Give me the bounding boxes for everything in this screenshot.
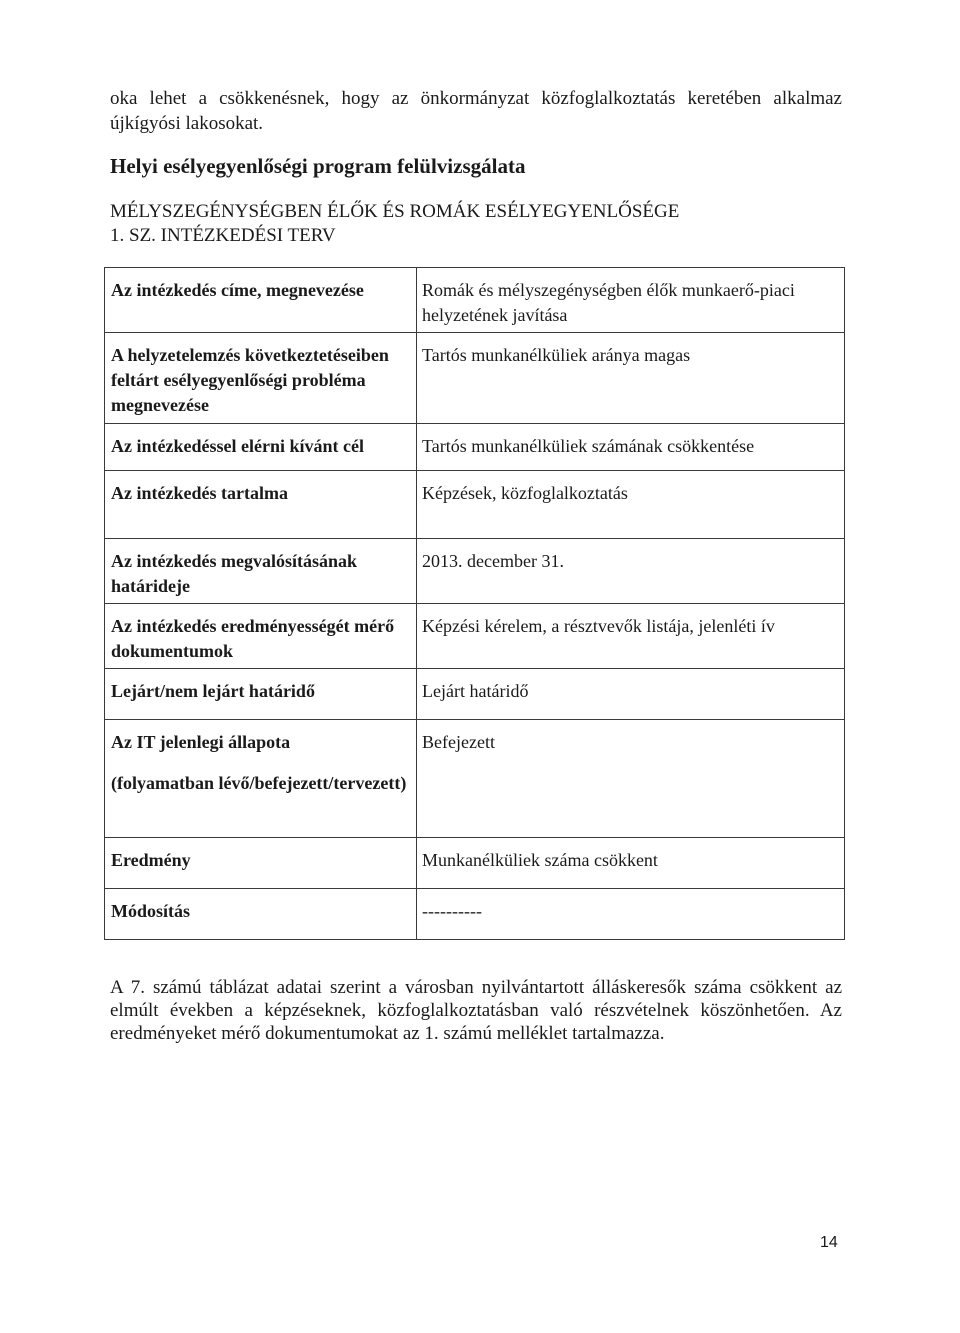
- table-row: [105, 539, 845, 604]
- row-value-modification: ----------: [417, 889, 845, 940]
- row-value-content: Képzések, közfoglalkoztatás: [417, 471, 845, 539]
- table-row: [105, 720, 845, 838]
- row-label-result: Eredmény: [105, 838, 417, 889]
- status-label-main: Az IT jelenlegi állapota: [111, 732, 291, 752]
- status-label-options: (folyamatban lévő/befejezett/tervezett): [111, 773, 407, 793]
- intro-paragraph: oka lehet a csökkenésnek, hogy az önkormányzat közfoglalkoztatás keretében alkalmaz újkígyósi lakosokat.: [110, 88, 842, 134]
- table-row: [105, 889, 845, 940]
- row-label-problem: A helyzetelemzés következtetéseiben feltárt esélyegyenlőségi probléma megnevezése: [105, 333, 417, 424]
- table-row: [105, 669, 845, 720]
- outro-paragraph: A 7. számú táblázat adatai szerint a városban nyilvántartott álláskeresők száma csökkent az elmúlt években a képzéseknek, közfoglalkoztatásban való részvételnek köszönhetően. Az eredményeket mérő dokumentumokat az 1. számú melléklet tartalmazza.: [110, 977, 842, 1044]
- plan-subheading: [110, 200, 679, 248]
- row-label-title: Az intézkedés címe, megnevezése: [105, 268, 417, 333]
- row-value-result: Munkanélküliek száma csökkent: [417, 838, 845, 889]
- row-label-expiry: Lejárt/nem lejárt határidő: [105, 669, 417, 720]
- action-plan-table: [104, 267, 845, 940]
- row-label-documents: Az intézkedés eredményességét mérő dokumentumok: [105, 604, 417, 669]
- page-number: 14: [820, 1234, 838, 1251]
- table-row: [105, 333, 845, 424]
- subheading-line-1: MÉLYSZEGÉNYSÉGBEN ÉLŐK ÉS ROMÁK ESÉLYEGYENLŐSÉGE: [110, 201, 680, 222]
- row-value-status: Befejezett: [417, 720, 845, 838]
- table-row: [105, 604, 845, 669]
- row-label-goal: Az intézkedéssel elérni kívánt cél: [105, 424, 417, 471]
- row-value-title: Romák és mélyszegénységben élők munkaerő-piaci helyzetének javítása: [417, 268, 845, 333]
- row-value-documents: Képzési kérelem, a résztvevők listája, jelenléti ív: [417, 604, 845, 669]
- row-label-content: Az intézkedés tartalma: [105, 471, 417, 539]
- row-value-goal: Tartós munkanélküliek számának csökkentése: [417, 424, 845, 471]
- row-value-expiry: Lejárt határidő: [417, 669, 845, 720]
- table-row: [105, 424, 845, 471]
- row-label-status: [105, 720, 417, 838]
- table-row: [105, 471, 845, 539]
- row-value-problem: Tartós munkanélküliek aránya magas: [417, 333, 845, 424]
- section-heading: Helyi esélyegyenlőségi program felülvizsgálata: [110, 154, 526, 178]
- table-row: [105, 838, 845, 889]
- row-label-deadline: Az intézkedés megvalósításának határideje: [105, 539, 417, 604]
- table-row: [105, 268, 845, 333]
- row-value-deadline: 2013. december 31.: [417, 539, 845, 604]
- row-label-modification: Módosítás: [105, 889, 417, 940]
- subheading-line-2: 1. SZ. INTÉZKEDÉSI TERV: [110, 225, 336, 246]
